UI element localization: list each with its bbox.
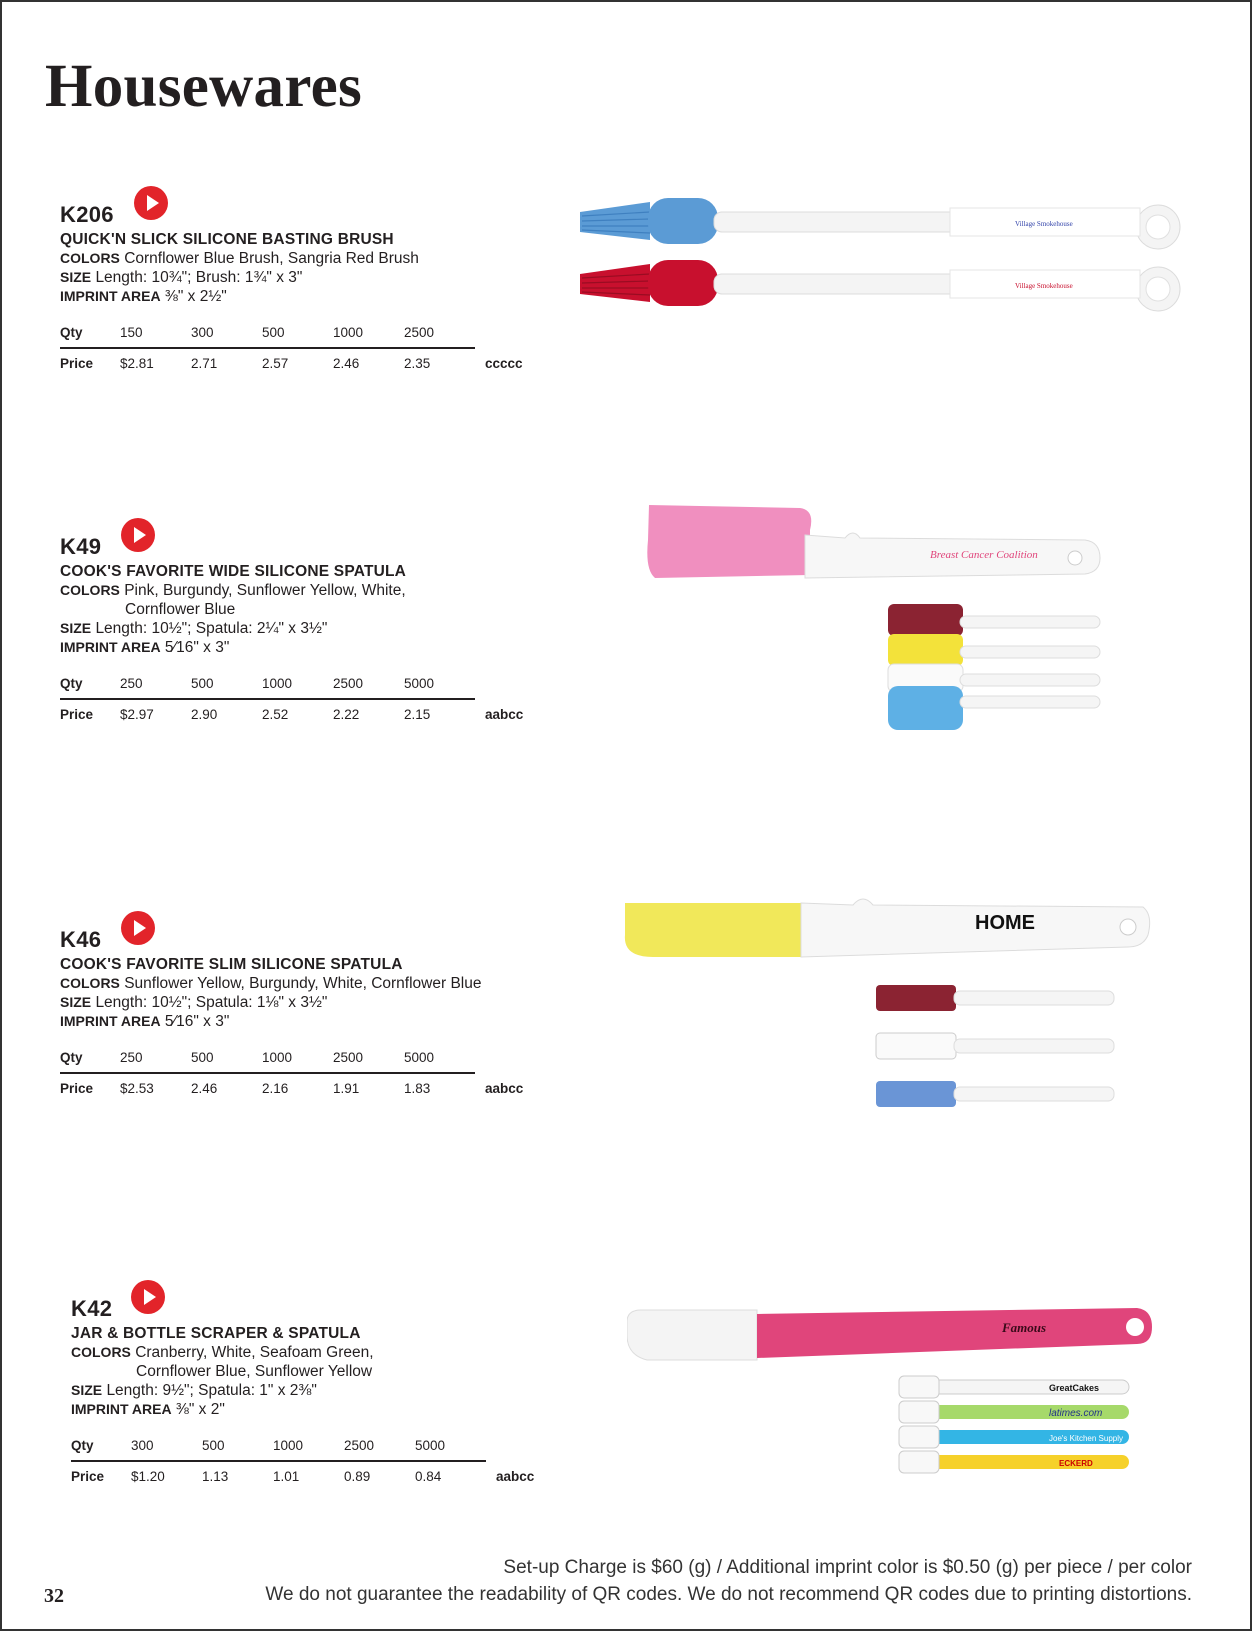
red-basting-brush	[580, 260, 1180, 311]
jar-scraper-image	[627, 1300, 1167, 1490]
product-colors: COLORS Pink, Burgundy, Sunflower Yellow, White,	[60, 582, 406, 599]
product-size: SIZE Length: 10¾"; Brush: 1¾" x 3"	[60, 269, 303, 286]
product-sku: K42	[71, 1296, 113, 1321]
imprint-text: Joe's Kitchen Supply	[1049, 1434, 1124, 1443]
product-k42	[71, 1286, 551, 1491]
product-size: SIZE Length: 10½"; Spatula: 2¼" x 3½"	[60, 620, 328, 637]
product-k206	[60, 192, 540, 378]
product-colors-cont: Cornflower Blue	[125, 601, 236, 618]
product-imprint-area: IMPRINT AREA ⅜" x 2½"	[60, 288, 227, 305]
product-colors: COLORS Cranberry, White, Seafoam Green,	[71, 1344, 374, 1361]
product-k49	[60, 524, 540, 729]
product-imprint-area: IMPRINT AREA ⅜" x 2"	[71, 1401, 225, 1418]
play-video-icon[interactable]	[121, 518, 155, 552]
small-slim-blue	[876, 1081, 1114, 1107]
wide-spatula-image	[645, 500, 1145, 740]
price-code: aabcc	[485, 1080, 524, 1096]
product-size: SIZE Length: 9½"; Spatula: 1" x 2⅜"	[71, 1382, 317, 1399]
small-spatula-burgundy	[888, 604, 1100, 636]
play-video-icon[interactable]	[121, 911, 155, 945]
play-video-icon[interactable]	[134, 186, 168, 220]
play-video-icon[interactable]	[131, 1280, 165, 1314]
price-table: Qty 250 500 1000 2500 5000 Price $2.97 2.90 2.52 2.22 2.15 aabcc	[60, 669, 535, 729]
basting-brush-image	[580, 190, 1200, 330]
pink-wide-spatula	[647, 505, 1100, 578]
small-slim-burgundy	[876, 985, 1114, 1011]
small-spatula-blue	[888, 686, 1100, 730]
setup-charge-note: Set-up Charge is $60 (g) / Additional imprint color is $0.50 (g) per piece / per color	[503, 1557, 1192, 1578]
blue-basting-brush	[580, 198, 1180, 249]
yellow-slim-spatula	[625, 899, 1150, 957]
scraper-heads	[899, 1376, 939, 1473]
imprint-text: GreatCakes	[1049, 1383, 1100, 1393]
price-code: ccccc	[485, 355, 523, 371]
product-sku: K206	[60, 202, 114, 227]
price-table: Qty 300 500 1000 2500 5000 Price $1.20 1.13 1.01 0.89 0.84 aabcc	[71, 1431, 546, 1491]
product-name: JAR & BOTTLE SCRAPER & SPATULA	[71, 1325, 361, 1342]
imprint-text: Village Smokehouse	[1015, 282, 1073, 290]
slim-spatula-image	[623, 895, 1163, 1115]
small-slim-white	[876, 1033, 1114, 1059]
small-spatula-yellow	[888, 634, 1100, 666]
page-title: Housewares	[45, 53, 363, 120]
imprint-text: latimes.com	[1049, 1408, 1103, 1419]
imprint-text: ECKERD	[1059, 1459, 1093, 1468]
price-code: aabcc	[496, 1468, 535, 1484]
product-imprint-area: IMPRINT AREA 5⁄16" x 3"	[60, 639, 230, 656]
page-number: 32	[44, 1585, 64, 1607]
product-colors: COLORS Cornflower Blue Brush, Sangria Red Brush	[60, 250, 419, 267]
imprint-text: HOME	[975, 912, 1035, 934]
qr-code-disclaimer: We do not guarantee the readability of QR codes. We do not recommend QR codes due to printing distortions.	[265, 1584, 1192, 1605]
product-imprint-area: IMPRINT AREA 5⁄16" x 3"	[60, 1013, 230, 1030]
product-name: QUICK'N SLICK SILICONE BASTING BRUSH	[60, 231, 394, 248]
product-colors-cont: Cornflower Blue, Sunflower Yellow	[136, 1363, 373, 1380]
product-colors: COLORS Sunflower Yellow, Burgundy, White, Cornflower Blue	[60, 975, 482, 992]
imprint-text: Famous	[1002, 1320, 1047, 1335]
price-table: Qty 150 300 500 1000 2500 Price $2.81 2.71 2.57 2.46 2.35 ccccc	[60, 318, 535, 378]
price-code: aabcc	[485, 706, 524, 722]
product-k46	[60, 917, 540, 1103]
product-sku: K46	[60, 927, 102, 952]
product-sku: K49	[60, 534, 102, 559]
imprint-text: Breast Cancer Coalition	[930, 549, 1038, 561]
product-name: COOK'S FAVORITE WIDE SILICONE SPATULA	[60, 563, 407, 580]
imprint-text: Village Smokehouse	[1015, 220, 1073, 228]
cranberry-jar-scraper	[627, 1308, 1152, 1360]
product-size: SIZE Length: 10½"; Spatula: 1⅛" x 3½"	[60, 994, 328, 1011]
product-name: COOK'S FAVORITE SLIM SILICONE SPATULA	[60, 956, 403, 973]
price-table: Qty 250 500 1000 2500 5000 Price $2.53 2.46 2.16 1.91 1.83 aabcc	[60, 1043, 535, 1103]
